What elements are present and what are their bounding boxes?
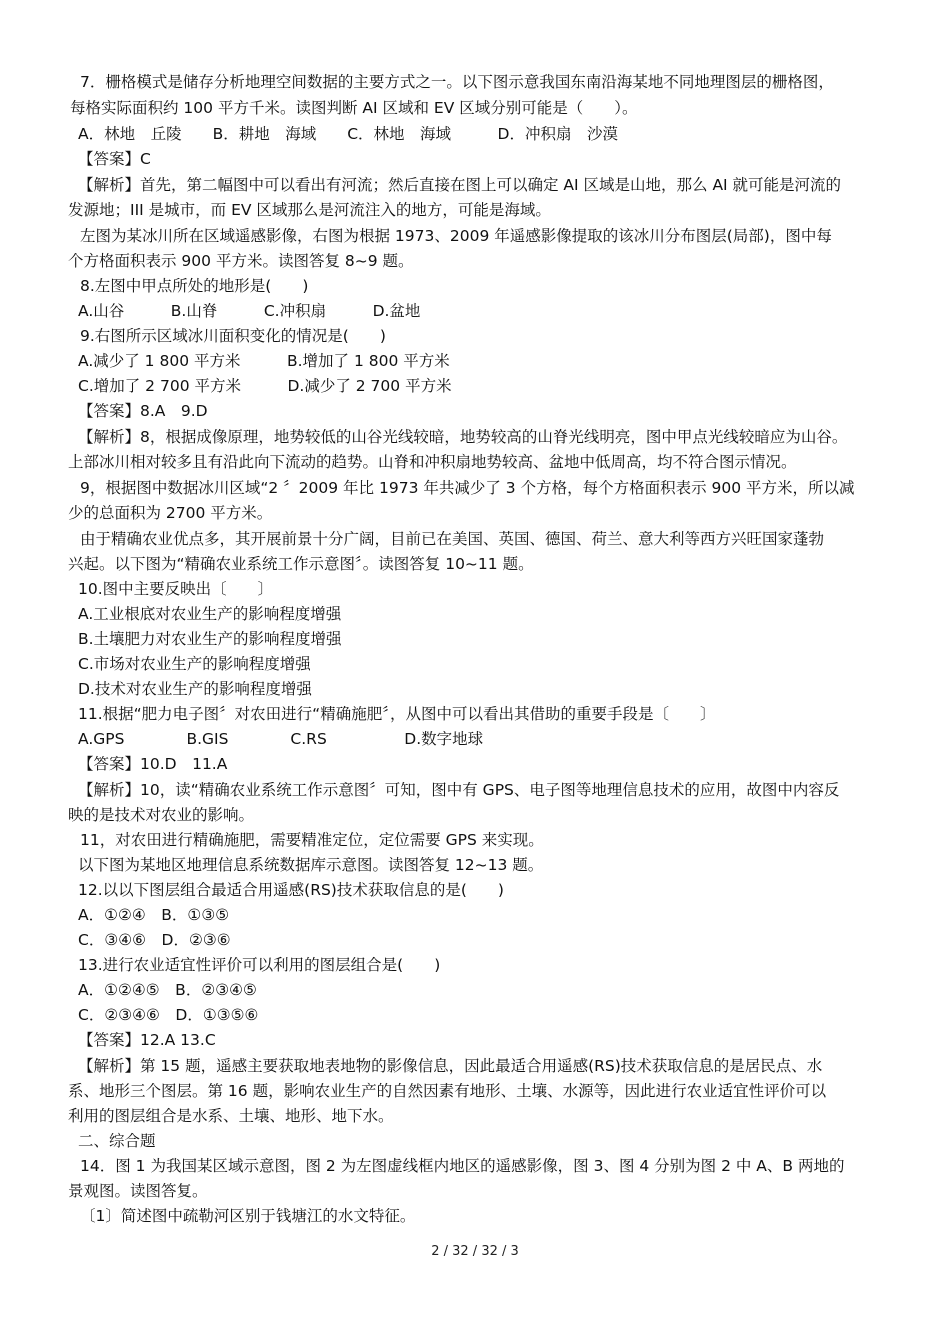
q10-stem: 10.图中主要反映出〔 〕: [78, 580, 274, 598]
q8-9-intro-line1: 左图为某冰川所在区域遥感影像，右图为根据 1973、2009 年遥感影像提取的该冰川分布图层(局部)，图中每: [80, 227, 832, 245]
q12-stem: 12.以以下图层组合最适合用遥感(RS)技术获取信息的是( ): [78, 881, 504, 899]
q10-option-a: A.工业根底对农业生产的影响程度增强: [78, 605, 342, 623]
q9-options-cd: C.增加了 2 700 平方米 D.减少了 2 700 平方米: [78, 377, 452, 395]
q8-stem: 8.左图中甲点所处的地形是( ): [80, 277, 309, 295]
q7-answer: 【答案】C: [78, 150, 151, 168]
q9-options-ab: A.减少了 1 800 平方米 B.增加了 1 800 平方米: [78, 352, 450, 370]
q10-option-c: C.市场对农业生产的影响程度增强: [78, 655, 311, 673]
q9-stem: 9.右图所示区域冰川面积变化的情况是( ): [80, 327, 386, 345]
q13-options-ab: A．①②④⑤ B．②③④⑤: [78, 981, 257, 999]
q14-stem-line1: 14．图 1 为我国某区域示意图，图 2 为左图虚线框内地区的遥感影像，图 3、图 4 分别为图 2 中 A、B 两地的: [80, 1157, 845, 1175]
q7-stem-line2: 每格实际面积约 100 平方千米。读图判断 AI 区域和 EV 区域分别可能是（ ）。: [70, 99, 638, 117]
q10-11-analysis-line2: 映的是技术对农业的影响。: [68, 806, 255, 824]
q14-stem-line2: 景观图。读图答复。: [68, 1182, 208, 1200]
q13-options-cd: C．②③④⑥ D．①③⑤⑥: [78, 1006, 259, 1024]
q12-13-analysis-line3: 利用的图层组合是水系、土壤、地形、地下水。: [68, 1107, 394, 1125]
q12-13-analysis-line2: 系、地形三个图层。第 16 题，影响农业生产的自然因素有地形、土壤、水源等，因此进行农业适宜性评价可以: [68, 1082, 827, 1100]
q10-option-d: D.技术对农业生产的影响程度增强: [78, 680, 312, 698]
q12-options-cd: C．③④⑥ D．②③⑥: [78, 931, 231, 949]
q8-9-analysis-line2: 上部冰川相对较多且有沿此向下流动的趋势。山脊和冲积扇地势较高、盆地中低周高，均不符合图示情况。: [68, 453, 797, 471]
q11-options: A.GPS B.GIS C.RS D.数字地球: [78, 730, 484, 748]
q12-13-intro: 以下图为某地区地理信息系统数据库示意图。读图答复 12~13 题。: [78, 856, 544, 874]
q10-11-analysis-line3: 11，对农田进行精确施肥，需要精准定位，定位需要 GPS 来实现。: [80, 831, 544, 849]
section-heading: 二、综合题: [78, 1132, 156, 1150]
q8-9-answer: 【答案】8.A 9.D: [78, 402, 208, 420]
q7-analysis-line2: 发源地；III 是城市，而 EV 区域那么是河流注入的地方，可能是海域。: [68, 201, 551, 219]
page-number: 2 / 32 / 32 / 3: [431, 1244, 519, 1259]
q8-9-intro-line2: 个方格面积表示 900 平方米。读图答复 8~9 题。: [68, 252, 414, 270]
q8-9-analysis-line4: 少的总面积为 2700 平方米。: [68, 504, 273, 522]
q10-11-intro-line1: 由于精确农业优点多，其开展前景十分广阔，目前已在美国、英国、德国、荷兰、意大利等西方兴旺国家蓬勃: [80, 530, 825, 548]
q12-options-ab: A．①②④ B．①③⑤: [78, 906, 230, 924]
q14-sub1: 〔1〕简述图中疏勒河区别于钱塘江的水文特征。: [80, 1207, 416, 1225]
q7-analysis-line1: 【解析】首先，第二幅图中可以看出有河流；然后直接在图上可以确定 AI 区域是山地，那么 AI 就可能是河流的: [78, 176, 842, 194]
q8-options: A.山谷 B.山脊 C.冲积扇 D.盆地: [78, 302, 421, 320]
q8-9-analysis-line3: 9，根据图中数据冰川区域“2 〞2009 年比 1973 年共减少了 3 个方格，每个方格面积表示 900 平方米，所以减: [80, 479, 855, 497]
q13-stem: 13.进行农业适宜性评价可以利用的图层组合是( ): [78, 956, 441, 974]
q7-stem-line1: 7．栅格模式是储存分析地理空间数据的主要方式之一。以下图示意我国东南沿海某地不同地理图层的栅格图，: [80, 73, 834, 91]
q10-11-intro-line2: 兴起。以下图为“精确农业系统工作示意图〞。读图答复 10~11 题。: [68, 555, 534, 573]
q7-options: A．林地 丘陵 B．耕地 海域 C．林地 海域 D．冲积扇 沙漠: [78, 125, 618, 143]
q10-11-analysis-line1: 【解析】10，读“精确农业系统工作示意图〞可知，图中有 GPS、电子图等地理信息技术的应用，故图中内容反: [78, 781, 840, 799]
q8-9-analysis-line1: 【解析】8，根据成像原理，地势较低的山谷光线较暗，地势较高的山脊光线明亮，图中甲点光线较暗应为山谷。: [78, 428, 848, 446]
q11-stem: 11.根据“肥力电子图〞对农田进行“精确施肥〞，从图中可以看出其借助的重要手段是〔 〕: [78, 705, 716, 723]
q12-13-analysis-line1: 【解析】第 15 题，遥感主要获取地表地物的影像信息，因此最适合用遥感(RS)技术获取信息的是居民点、水: [78, 1057, 823, 1075]
q12-13-answer: 【答案】12.A 13.C: [78, 1031, 216, 1049]
q10-11-answer: 【答案】10.D 11.A: [78, 755, 228, 773]
q10-option-b: B.土壤肥力对农业生产的影响程度增强: [78, 630, 342, 648]
